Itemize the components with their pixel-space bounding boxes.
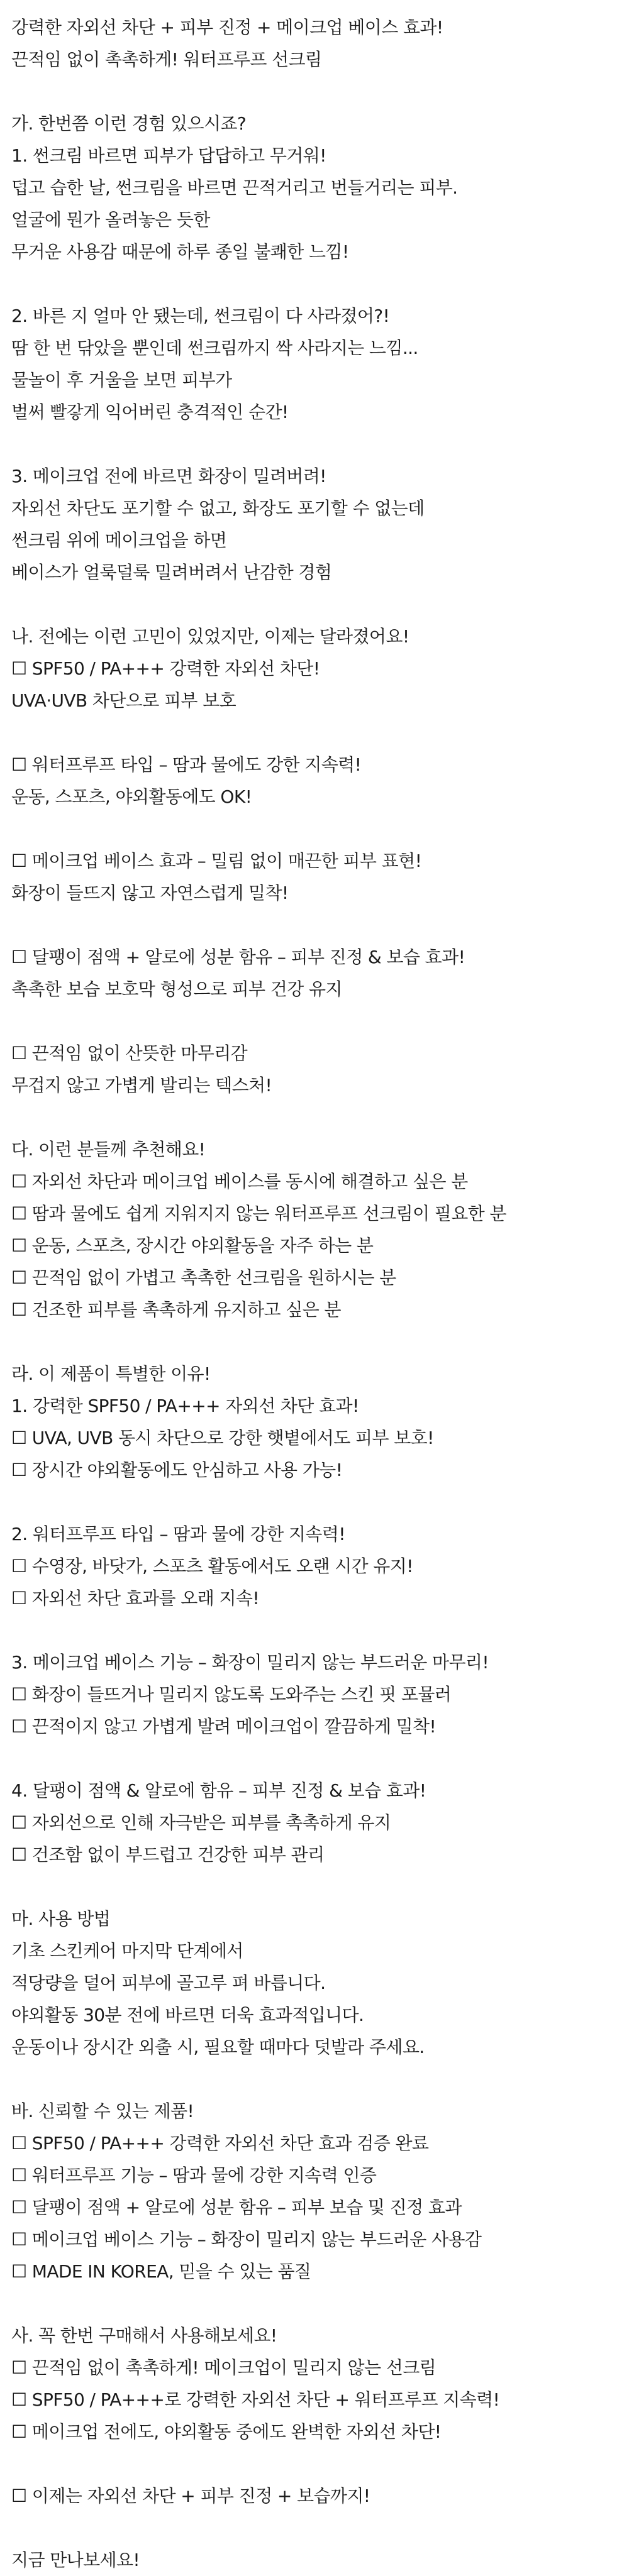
text-line: 3. 메이크업 베이스 기능 – 화장이 밀리지 않는 부드러운 마무리! [11,1652,489,1673]
text-line: 얼굴에 뭔가 올려놓은 듯한 [11,209,210,230]
text-line: ☐ 화장이 들뜨거나 밀리지 않도록 도와주는 스킨 핏 포뮬러 [11,1684,452,1705]
text-line: ☐ 건조한 피부를 촉촉하게 유지하고 싶은 분 [11,1299,341,1320]
text-line: ☐ 워터프루프 기능 – 땀과 물에 강한 지속력 인증 [11,2165,377,2186]
text-line: 촉촉한 보습 보호막 형성으로 피부 건강 유지 [11,979,342,999]
text-line: 운동, 스포츠, 야외활동에도 OK! [11,786,252,807]
text-line: 사. 꼭 한번 구매해서 사용해보세요! [11,2325,277,2346]
blank-line [11,428,629,460]
text-line: 운동이나 장시간 외출 시, 필요할 때마다 덧발라 주세요. [11,2037,425,2057]
blank-line [11,1101,629,1133]
text-line: 2. 워터프루프 타입 – 땀과 물에 강한 지속력! [11,1524,345,1544]
text-line: 4. 달팽이 점액 & 알로에 함유 – 피부 진정 & 보습 효과! [11,1780,426,1801]
text-line: 무겁지 않고 가볍게 발리는 텍스처! [11,1075,272,1096]
blank-line [11,909,629,941]
text-line: ☐ SPF50 / PA+++ 강력한 자외선 차단! [11,658,320,679]
blank-line [11,75,629,107]
text-line: ☐ 끈적임 없이 촉촉하게! 메이크업이 밀리지 않는 선크림 [11,2357,437,2378]
blank-line [11,588,629,620]
text-line: 라. 이 제품이 특별한 이유! [11,1363,211,1384]
text-line: ☐ 워터프루프 타입 – 땀과 물에도 강한 지속력! [11,754,362,775]
text-line: 가. 한번쯤 이런 경험 있으시죠? [11,113,247,134]
text-line: 기초 스킨케어 마지막 단계에서 [11,1940,243,1961]
text-line: 무거운 사용감 때문에 하루 종일 불쾌한 느낌! [11,241,349,262]
text-line: 벌써 빨갛게 익어버린 충격적인 순간! [11,402,289,422]
text-line: 2. 바른 지 얼마 안 됐는데, 썬크림이 다 사라졌어?! [11,305,390,326]
blank-line [11,1005,629,1037]
text-line: 마. 사용 방법 [11,1908,111,1929]
blank-line [11,1742,629,1775]
text-line: ☐ 달팽이 점액 + 알로에 성분 함유 – 피부 진정 & 보습 효과! [11,947,465,967]
blank-line [11,2512,629,2544]
text-line: 자외선 차단도 포기할 수 없고, 화장도 포기할 수 없는데 [11,498,425,519]
blank-line [11,717,629,749]
text-line: ☐ 달팽이 점액 + 알로에 성분 함유 – 피부 보습 및 진정 효과 [11,2197,462,2218]
text-line: 나. 전에는 이런 고민이 있었지만, 이제는 달라졌어요! [11,626,409,647]
text-line: ☐ 운동, 스포츠, 장시간 야외활동을 자주 하는 분 [11,1235,374,1256]
text-line: 화장이 들뜨지 않고 자연스럽게 밀착! [11,883,289,903]
blank-line [11,1486,629,1518]
text-line: 썬크림 위에 메이크업을 하면 [11,530,227,551]
blank-line [11,268,629,300]
text-line: ☐ 자외선 차단과 메이크업 베이스를 동시에 해결하고 싶은 분 [11,1171,468,1192]
text-line: ☐ 메이크업 베이스 효과 – 밀림 없이 매끈한 피부 표현! [11,850,422,871]
text-line: ☐ 자외선으로 인해 자극받은 피부를 촉촉하게 유지 [11,1812,391,1833]
text-line: 땀 한 번 닦았을 뿐인데 썬크림까지 싹 사라지는 느낌... [11,338,418,358]
text-line: ☐ SPF50 / PA+++ 강력한 자외선 차단 효과 검증 완료 [11,2133,429,2154]
text-line: 1. 썬크림 바르면 피부가 답답하고 무거워! [11,145,326,166]
blank-line [11,813,629,845]
text-line: 적당량을 덜어 피부에 골고루 펴 바릅니다. [11,1973,326,1993]
text-line: ☐ 메이크업 베이스 기능 – 화장이 밀리지 않는 부드러운 사용감 [11,2229,482,2250]
text-line: ☐ 장시간 야외활동에도 안심하고 사용 가능! [11,1460,343,1480]
text-line: UVA·UVB 차단으로 피부 보호 [11,690,237,711]
text-line: ☐ 메이크업 전에도, 야외활동 중에도 완벽한 자외선 차단! [11,2421,442,2442]
text-line: ☐ 자외선 차단 효과를 오래 지속! [11,1588,260,1609]
text-line: ☐ 끈적이지 않고 가볍게 발려 메이크업이 깔끔하게 밀착! [11,1716,437,1737]
text-line: 덥고 습한 날, 썬크림을 바르면 끈적거리고 번들거리는 피부. [11,177,458,198]
text-line: 다. 이런 분들께 추천해요! [11,1139,206,1160]
blank-line [11,2448,629,2480]
text-line: ☐ MADE IN KOREA, 믿을 수 있는 품질 [11,2261,311,2282]
blank-line [11,1326,629,1358]
text-line: ☐ UVA, UVB 동시 차단으로 강한 햇볕에서도 피부 보호! [11,1428,434,1448]
text-line: ☐ 건조함 없이 부드럽고 건강한 피부 관리 [11,1844,325,1865]
text-line: ☐ SPF50 / PA+++로 강력한 자외선 차단 + 워터프루프 지속력! [11,2389,500,2410]
text-line: ☐ 끈적임 없이 가볍고 촉촉한 선크림을 원하시는 분 [11,1267,396,1288]
text-line: 물놀이 후 거울을 보면 피부가 [11,370,232,390]
text-line: 끈적임 없이 촉촉하게! 워터프루프 선크림 [11,49,322,70]
text-line: 1. 강력한 SPF50 / PA+++ 자외선 차단 효과! [11,1395,359,1416]
blank-line [11,1614,629,1646]
blank-line [11,2063,629,2095]
text-line: 지금 만나보세요! [11,2550,140,2570]
blank-line [11,2287,629,2320]
text-line: ☐ 이제는 자외선 차단 + 피부 진정 + 보습까지! [11,2485,370,2506]
text-line: 강력한 자외선 차단 + 피부 진정 + 메이크업 베이스 효과! [11,17,443,38]
text-line: 야외활동 30분 전에 바르면 더욱 효과적입니다. [11,2005,364,2025]
text-line: 바. 신뢰할 수 있는 제품! [11,2101,194,2122]
text-line: 베이스가 얼룩덜룩 밀려버려서 난감한 경험 [11,562,332,583]
text-line: 3. 메이크업 전에 바르면 화장이 밀려버려! [11,466,326,487]
text-line: ☐ 수영장, 바닷가, 스포츠 활동에서도 오랜 시간 유지! [11,1556,413,1577]
blank-line [11,1871,629,1903]
text-line: ☐ 땀과 물에도 쉽게 지워지지 않는 워터프루프 선크림이 필요한 분 [11,1203,506,1224]
text-line: ☐ 끈적임 없이 산뜻한 마무리감 [11,1043,248,1064]
